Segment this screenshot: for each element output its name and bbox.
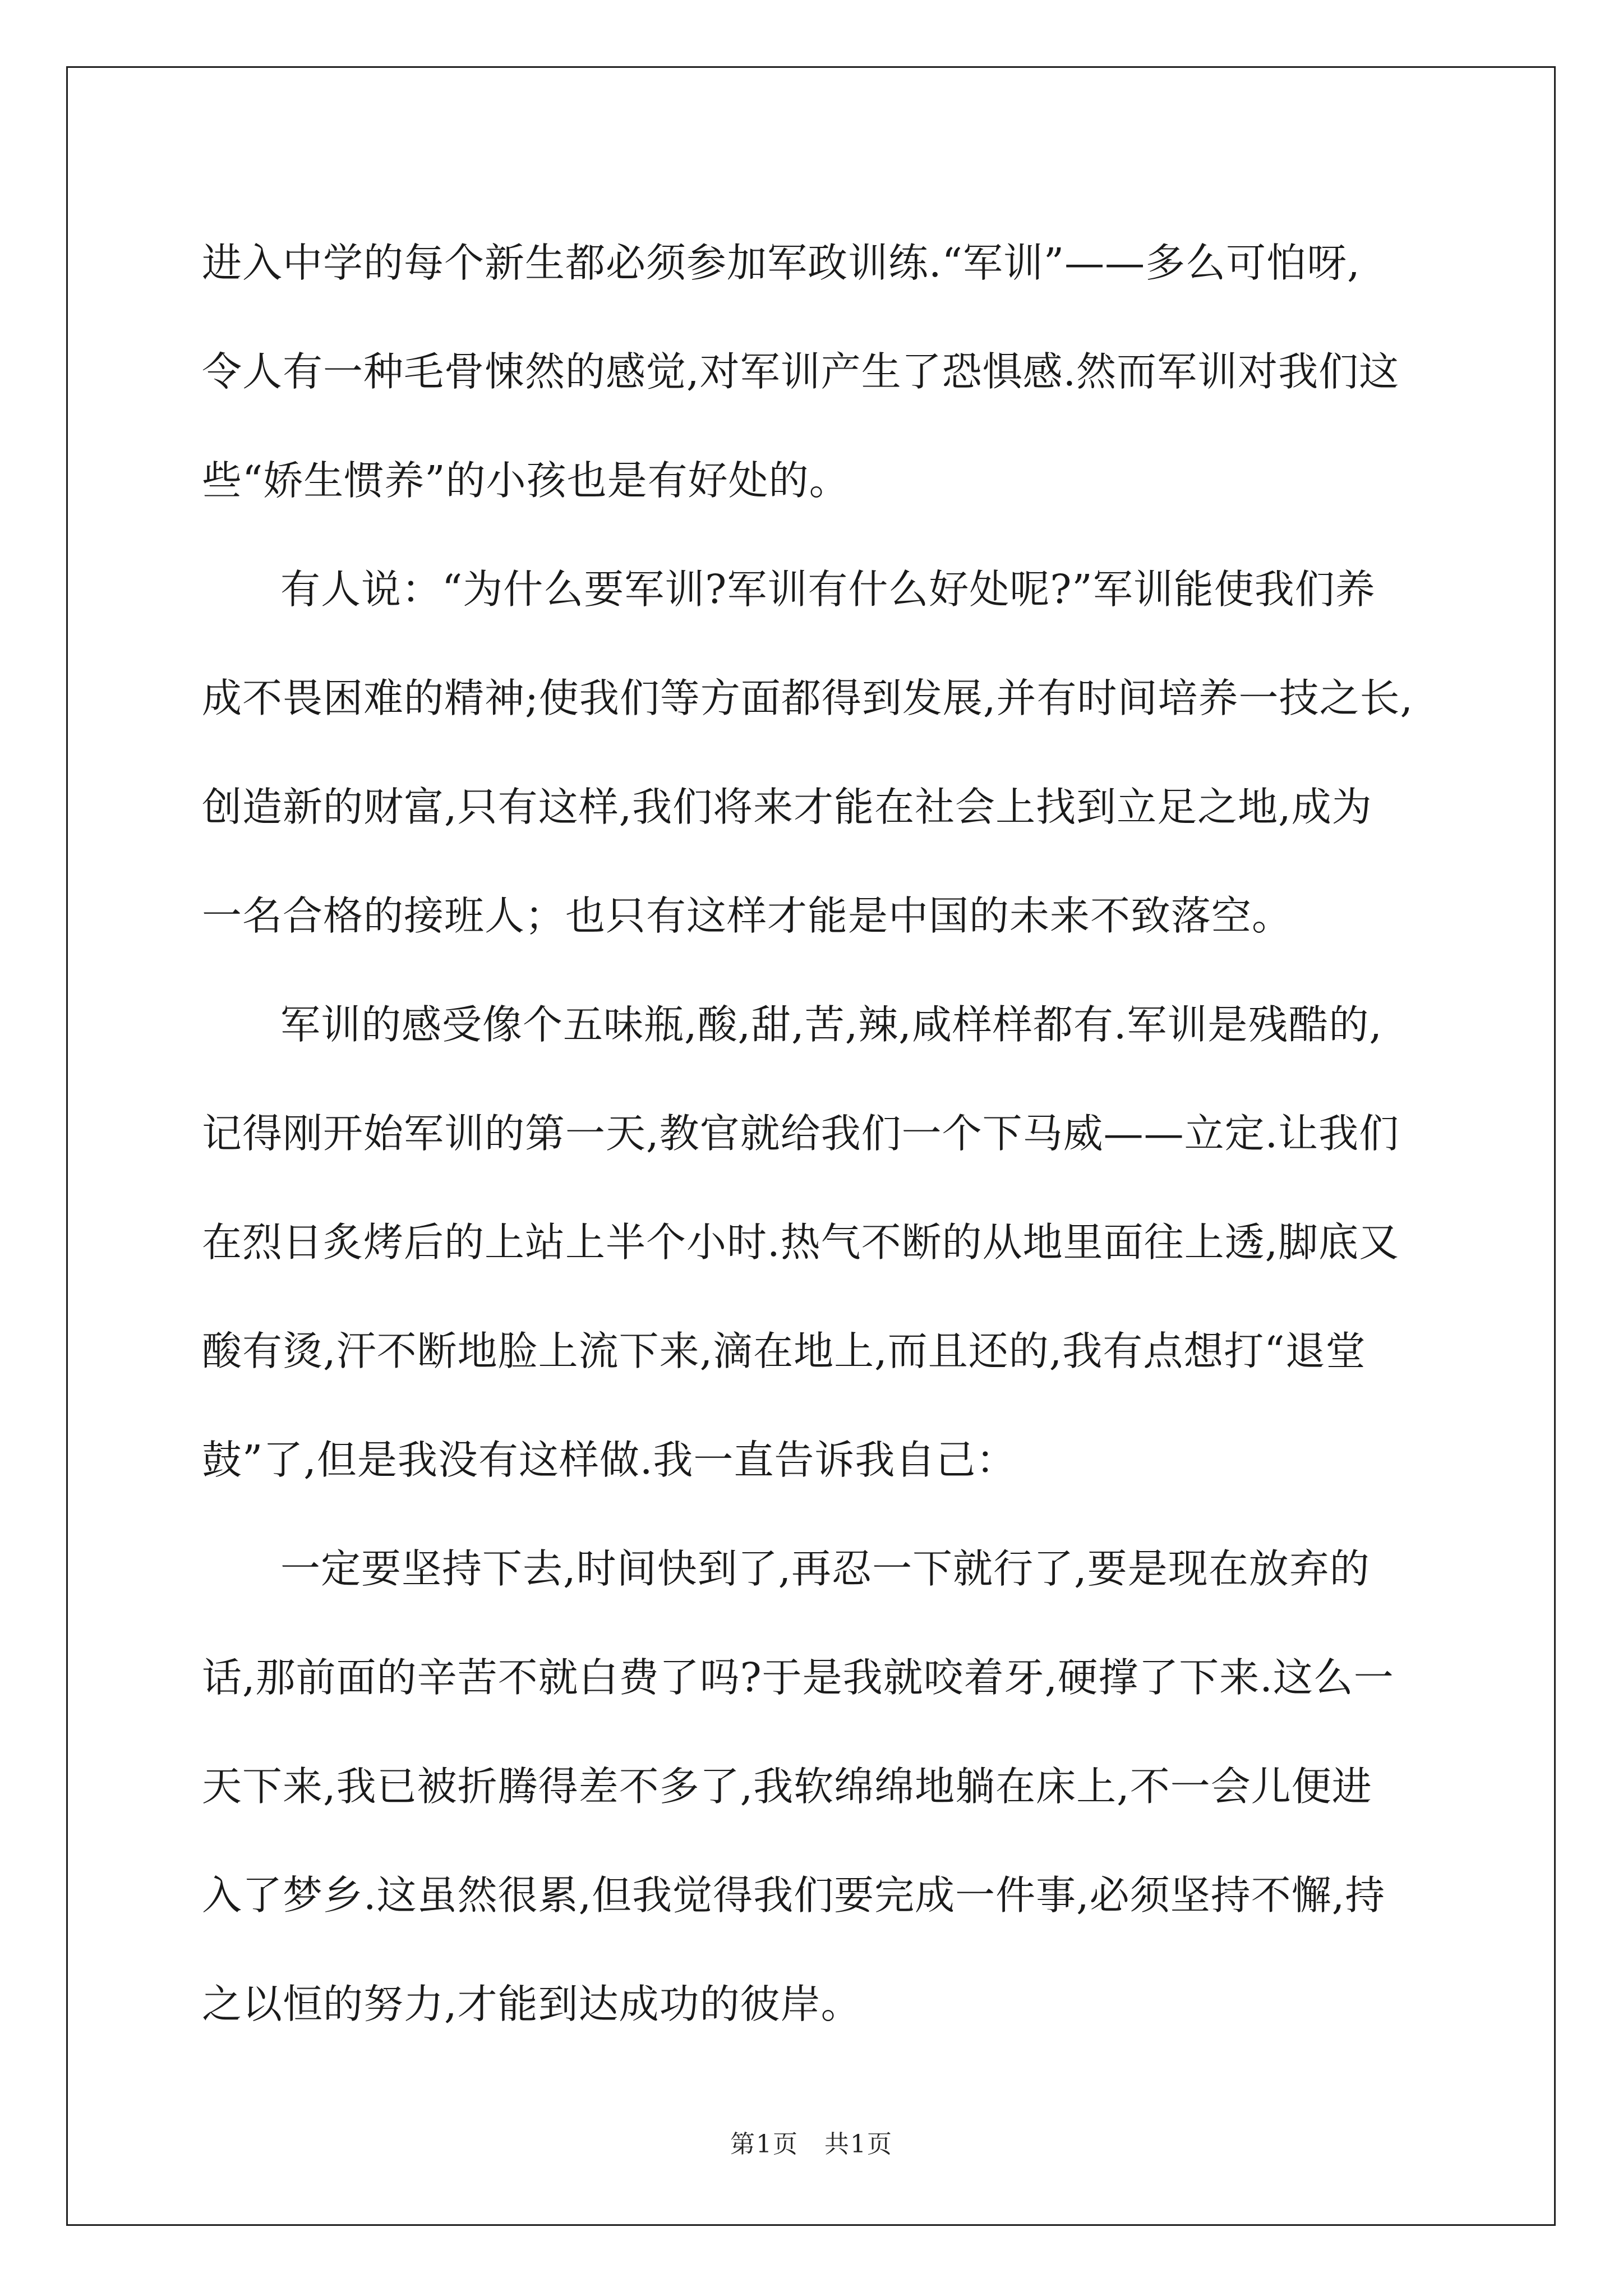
text-line: 在烈日炙烤后的上站上半个小时.热气不断的从地里面往上透,脚底又 xyxy=(202,1219,1400,1266)
text-line: 天下来,我已被折腾得差不多了,我软绵绵地躺在床上,不一会儿便进 xyxy=(202,1763,1372,1810)
text-line: 记得刚开始军训的第一天,教官就给我们一个下马威——立定.让我们 xyxy=(202,1110,1400,1157)
paragraph-3 xyxy=(202,970,1419,1515)
text-line: 入了梦乡.这虽然很累,但我觉得我们要完成一件事,必须坚持不懈,持 xyxy=(202,1872,1386,1918)
text-line: 些“娇生惯养”的小孩也是有好处的。 xyxy=(202,457,850,504)
text-line: 一名合格的接班人；也只有这样才能是中国的未来不致落空。 xyxy=(202,892,1293,939)
page-number-footer: 第1页 共1页 xyxy=(730,2130,893,2159)
text-line: 话,那前面的辛苦不就白费了吗?于是我就咬着牙,硬撑了下来.这么一 xyxy=(202,1654,1394,1701)
paragraph-4 xyxy=(202,1515,1419,2059)
text-line: 令人有一种毛骨悚然的感觉,对军训产生了恐惧感.然而军训对我们这 xyxy=(202,348,1400,395)
document-body xyxy=(202,209,1419,2059)
text-line: 之以恒的努力,才能到达成功的彼岸。 xyxy=(202,1981,861,2027)
text-line: 进入中学的每个新生都必须参加军政训练.“军训”——多么可怕呀, xyxy=(202,240,1361,286)
text-line: 创造新的财富,只有这样,我们将来才能在社会上找到立足之地,成为 xyxy=(202,784,1372,830)
text-line: 成不畏困难的精神;使我们等方面都得到发展,并有时间培养一技之长, xyxy=(202,675,1414,721)
text-line: 有人说：“为什么要军训?军训有什么好处呢?”军训能使我们养 xyxy=(280,566,1376,613)
text-line: 鼓”了,但是我没有这样做.我一直告诉我自己： xyxy=(202,1437,1017,1483)
text-line: 一定要坚持下去,时间快到了,再忍一下就行了,要是现在放弃的 xyxy=(280,1545,1370,1592)
paragraph-2 xyxy=(202,535,1419,970)
text-line: 酸有烫,汗不断地脸上流下来,滴在地上,而且还的,我有点想打“退堂 xyxy=(202,1328,1366,1374)
paragraph-1 xyxy=(202,209,1419,535)
text-line: 军训的感受像个五味瓶,酸,甜,苦,辣,咸样样都有.军训是残酷的, xyxy=(280,1001,1382,1048)
